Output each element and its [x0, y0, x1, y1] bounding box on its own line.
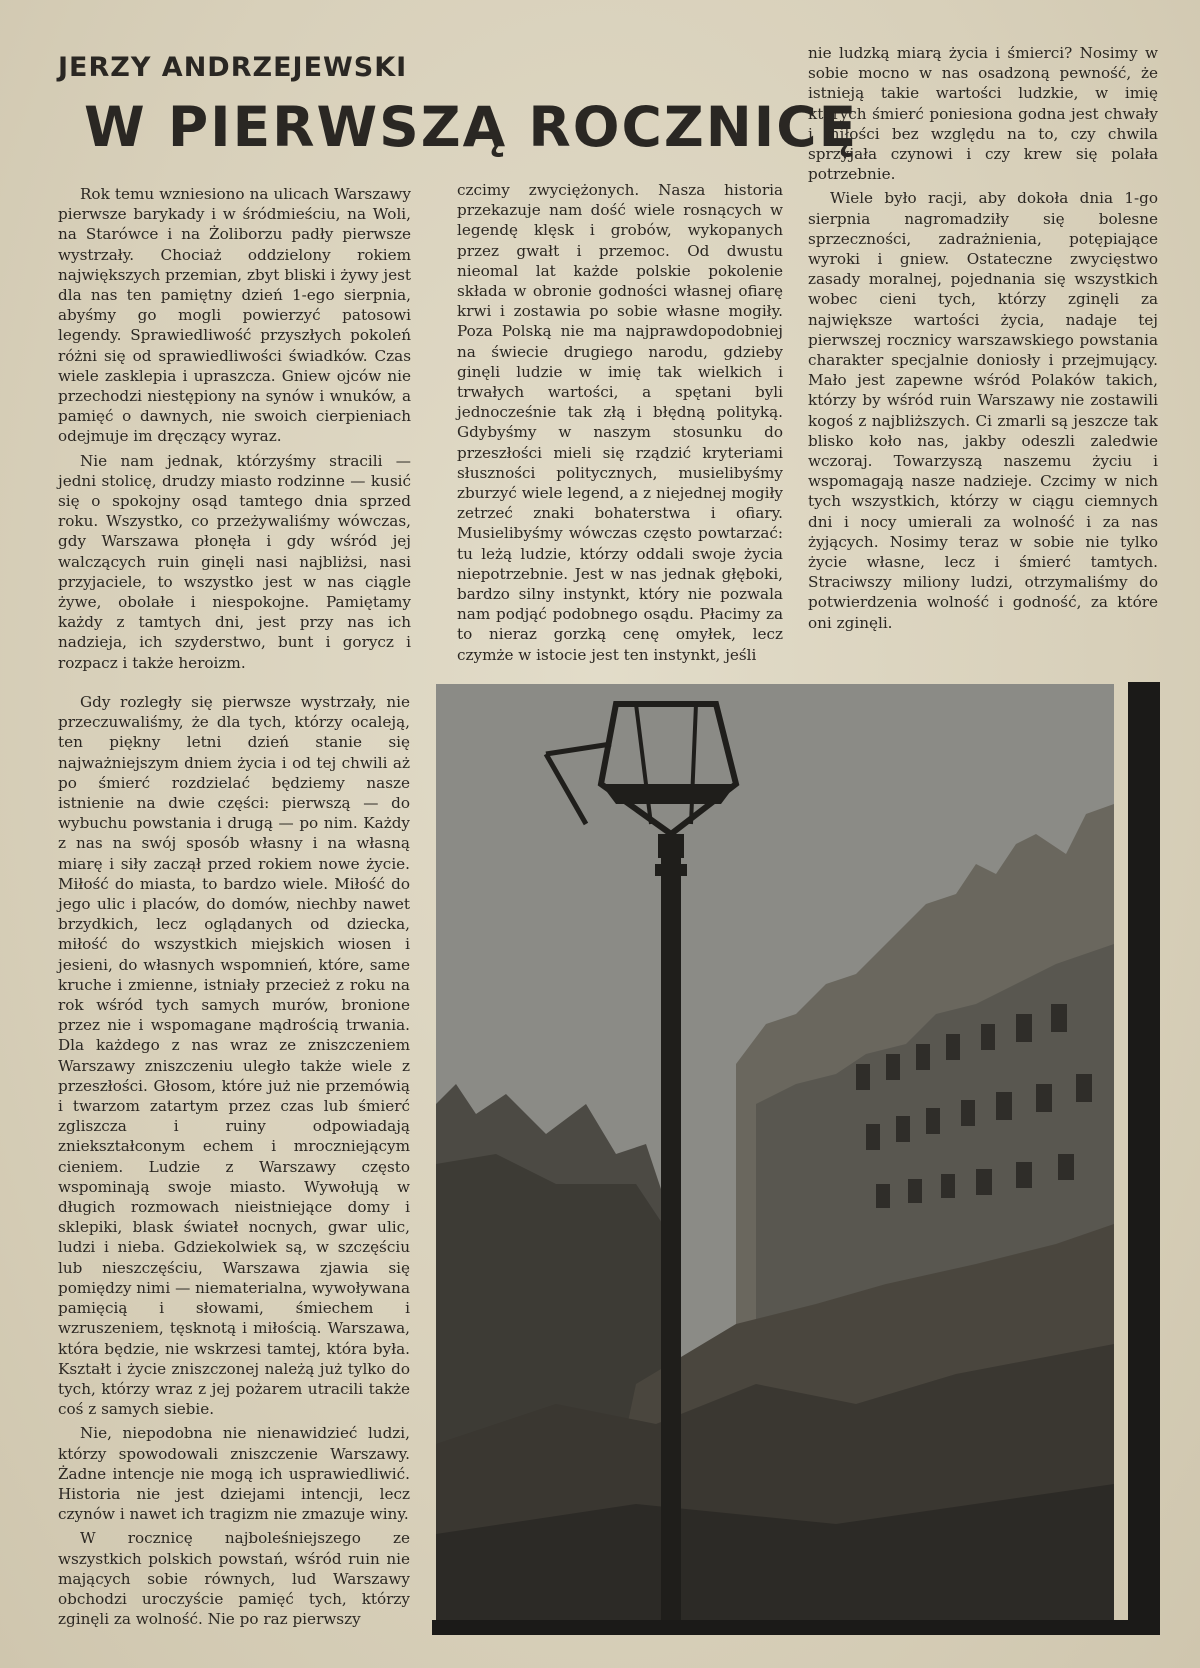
ruins-photograph [436, 684, 1114, 1620]
author-name: JERZY ANDRZEJEWSKI [58, 52, 408, 83]
paragraph: czcimy zwyciężonych. Nasza historia przekazuje nam dość wiele rosnących w legendę klęsk i grobów, wykopanych przez gwałt i przemoc. Od dwustu nieomal lat każde polskie pokolenie składa w obronie godności własnej ofiarę krwi i zostawia po sobie własne mogiły. Poza Polską nie ma najprawdopodobniej na świecie drugiego narodu, gdzieby ginęli ludzie w imię tak wielkich i trwałych wartości, a spętani byli jednocześnie tak złą i błędną polityką. Gdybyśmy w naszym stosunku do przeszłości mieli się rządzić kryteriami słuszności politycznych, musielibyśmy zburzyć wiele legend, a z niejednej mogiły zetrzeć znaki bohaterstwa i ofiary. Musielibyśmy wówczas często powtarzać: tu leżą ludzie, którzy oddali swoje życia niepotrzebnie. Jest w nas jednak głęboki, bardzo silny instynkt, który nie pozwala nam podjąć podobnego osądu. Płacimy za to nieraz gorzką cenę omyłek, lecz czymże w istocie jest ten instynkt, jeśli [457, 181, 783, 664]
article-column-3 [808, 43, 1158, 637]
paragraph: W rocznicę najboleśniejszego ze wszystkich polskich powstań, wśród ruin nie mających sobie równych, lud Warszawy obchodzi uroczyście pamięć tych, którzy zginęli za wolność. Nie po raz pierwszy [58, 1529, 410, 1629]
ruins-photo-illustration [436, 684, 1114, 1620]
paragraph: Nie nam jednak, którzyśmy stracili — jedni stolicę, drudzy miasto rodzinne — kusić się o spokojny osąd tamtego dnia sprzed roku. Wszystko, co przeżywaliśmy wówczas, gdy Warszawa płonęła i gdy wśród jej walczących ruin ginęli nasi najbliżsi, nasi przyjaciele, to wszystko jest w nas ciągle żywe, obolałe i niespokojne. Pamiętamy każdy z tamtych dni, jest przy nas ich nadzieja, ich szyderstwo, bunt i gorycz i rozpacz i także heroizm. [58, 451, 411, 672]
article-column-1-lower [58, 692, 410, 1633]
paragraph: Wiele było racji, aby dokoła dnia 1-go sierpnia nagromadziły się bolesne sprzeczności, zadrażnienia, potępiające wyroki i gniew. Ostateczne zwycięstwo zasady moralnej, pojednania się wszystkich wobec cieni tych, którzy zginęli za największe wartości życia, nadaje tej pierwszej rocznicy warszawskiego powstania charakter specjalnie doniosły i przejmujący. Mało jest zapewne wśród Polaków takich, którzy by wśród ruin Warszawy nie zostawili kogoś z najbliższych. Ci zmarli są jeszcze tak blisko koło nas, jakby odeszli zaledwie wczoraj. Towarzyszą naszemu życiu i wspomagają nasze nadzieje. Czcimy w nich tych wszystkich, którzy w ciągu ciemnych dni i nocy umierali za wolność i za nas żyjących. Nosimy teraz w sobie nie tylko życie własne, lecz i śmierć tamtych. Straciwszy miliony ludzi, otrzymaliśmy do potwierdzenia wolność i godność, za które oni zginęli. [808, 189, 1158, 632]
paragraph: Gdy rozległy się pierwsze wystrzały, nie przeczuwaliśmy, że dla tych, którzy ocaleją, ten piękny letni dzień stanie się najważniejszym dniem życia i od tej chwili aż po śmierć rozdzielać będziemy nasze istnienie na dwie części: pierwszą — do wybuchu powstania i drugą — po nim. Każdy z nas na swój sposób własny i na własną miarę i siły zaczął przed rokiem nowe życie. Miłość do miasta, to bardzo wiele. Miłość do jego ulic i placów, do domów, niechby nawet brzydkich, lecz oglądanych od dziecka, miłość do wszystkich miejskich wiosen i jesieni, do własnych wspomnień, które, same kruche i zmienne, istniały przecież z roku na rok wśród tych samych murów, bronione przez nie i wspomagane mądrością trwania. Dla każdego z nas wraz ze zniszczeniem Warszawy zniszczeniu uległo także wiele z przeszłości. Głosom, które już nie przemówią i twarzom zatartym przez czas lub śmierć zgliszcza i ruiny odpowiadają zniekształconym echem i mroczniejącym cieniem. Ludzie z Warszawy często wspominają swoje miasto. Wywołują w długich rozmowach nieistniejące domy i sklepiki, blask świateł nocnych, gwar ulic, ludzi i nieba. Gdziekolwiek są, w szczęściu lub nieszczęściu, Warszawa zjawia się pomiędzy nimi — niematerialna, wywoływana pamięcią i słowami, śmiechem i wzruszeniem, tęsknotą i miłością. Warszawa, która będzie, nie wskrzesi tamtej, która była. Kształt i życie zniszczonej należą już tylko do tych, którzy wraz z jej pożarem utracili także coś z samych siebie. [58, 693, 410, 1419]
photo-frame-right-bar [1128, 682, 1160, 1635]
paragraph: Nie, niepodobna nie nienawidzieć ludzi, którzy spowodowali zniszczenie Warszawy. Żadne intencje nie mogą ich usprawiedliwić. Historia nie jest dziejami intencji, lecz czynów i nawet ich tragizm nie zmazuje winy. [58, 1424, 410, 1524]
article-column-1 [58, 184, 411, 677]
article-title: W PIERWSZĄ ROCZNICĘ [84, 95, 859, 159]
paragraph: Rok temu wzniesiono na ulicach Warszawy pierwsze barykady i w śródmieściu, na Woli, na Starówce i na Żoliborzu padły pierwsze wystrzały. Chociaż oddzielony rokiem największych przemian, zbyt bliski i żywy jest dla nas ten pamiętny dzień 1-ego sierpnia, abyśmy go mogli powierzyć patosowi legendy. Sprawiedliwość przyszłych pokoleń różni się od sprawiedliwości świadków. Czas wiele zasklepia i upraszcza. Gniew ojców nie przechodzi niestępiony na synów i wnuków, a pamięć o dawnych, nie swoich cierpieniach odejmuje im dręczący wyraz. [58, 185, 411, 446]
photo-frame-bottom-bar [432, 1620, 1160, 1635]
article-column-2 [457, 180, 783, 669]
paragraph: nie ludzką miarą życia i śmierci? Nosimy w sobie mocno w nas osadzoną pewność, że istnieją takie wartości ludzkie, w imię których śmierć poniesiona godna jest chwały i miłości bez względu na to, czy chwila sprzyjała czynowi i czy krew się polała potrzebnie. [808, 44, 1158, 184]
